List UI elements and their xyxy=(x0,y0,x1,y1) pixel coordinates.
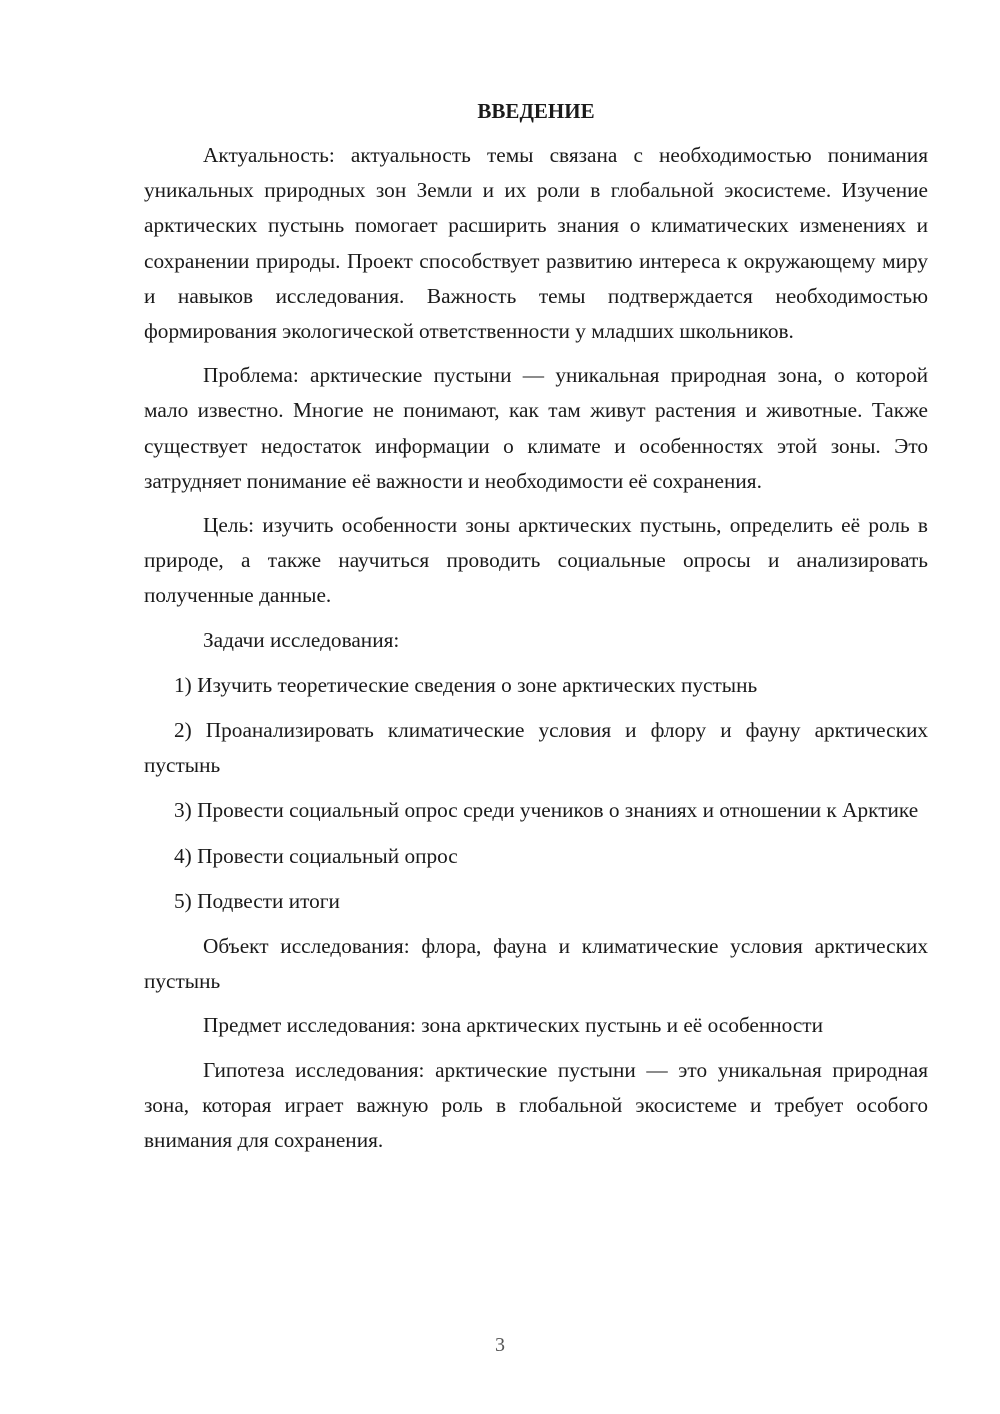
task-item: 5) Подвести итоги xyxy=(174,888,340,913)
object-paragraph: Объект исследования: флора, фауна и климатические условия арктических пустынь xyxy=(144,934,928,994)
section-heading: ВВЕДЕНИЕ xyxy=(477,99,595,123)
goal-paragraph: Цель: изучить особенности зоны арктических пустынь, определить её роль в природе, а также научиться проводить социальные опросы и анализировать полученные данные. xyxy=(144,513,928,608)
document-page xyxy=(144,96,928,1167)
tasks-title: Задачи исследования: xyxy=(203,627,400,652)
problem-paragraph: Проблема: арктические пустыни — уникальная природная зона, о которой мало известно. Многие не понимают, как там живут растения и животные. Также существует недостаток информации о климате и особенностях этой зоны. Это затрудняет понимание её важности и необходимости её сохранения. xyxy=(144,363,928,493)
task-item: 3) Провести социальный опрос среди учеников о знаниях и отношении к Арктике xyxy=(174,798,919,823)
task-item: 1) Изучить теоретические сведения о зоне арктических пустынь xyxy=(174,672,758,697)
page-number: 3 xyxy=(495,1334,505,1356)
subject-paragraph: Предмет исследования: зона арктических пустынь и её особенности xyxy=(203,1013,824,1038)
task-item: 2) Проанализировать климатические условия и флору и фауну арктических пустынь xyxy=(144,718,928,778)
relevance-paragraph: Актуальность: актуальность темы связана с необходимостью понимания уникальных природных зон Земли и их роли в глобальной экосистеме. Изучение арктических пустынь помогает расширить знания о климатических изменениях и сохранении природы. Проект способствует развитию интереса к окружающему миру и навыков исследования. Важность темы подтверждается необходимостью формирования экологической ответственности у младших школьников. xyxy=(144,143,928,344)
hypothesis-paragraph: Гипотеза исследования: арктические пустыни — это уникальная природная зона, которая играет важную роль в глобальной экосистеме и требует особого внимания для сохранения. xyxy=(144,1057,928,1153)
task-item: 4) Провести социальный опрос xyxy=(174,843,458,868)
